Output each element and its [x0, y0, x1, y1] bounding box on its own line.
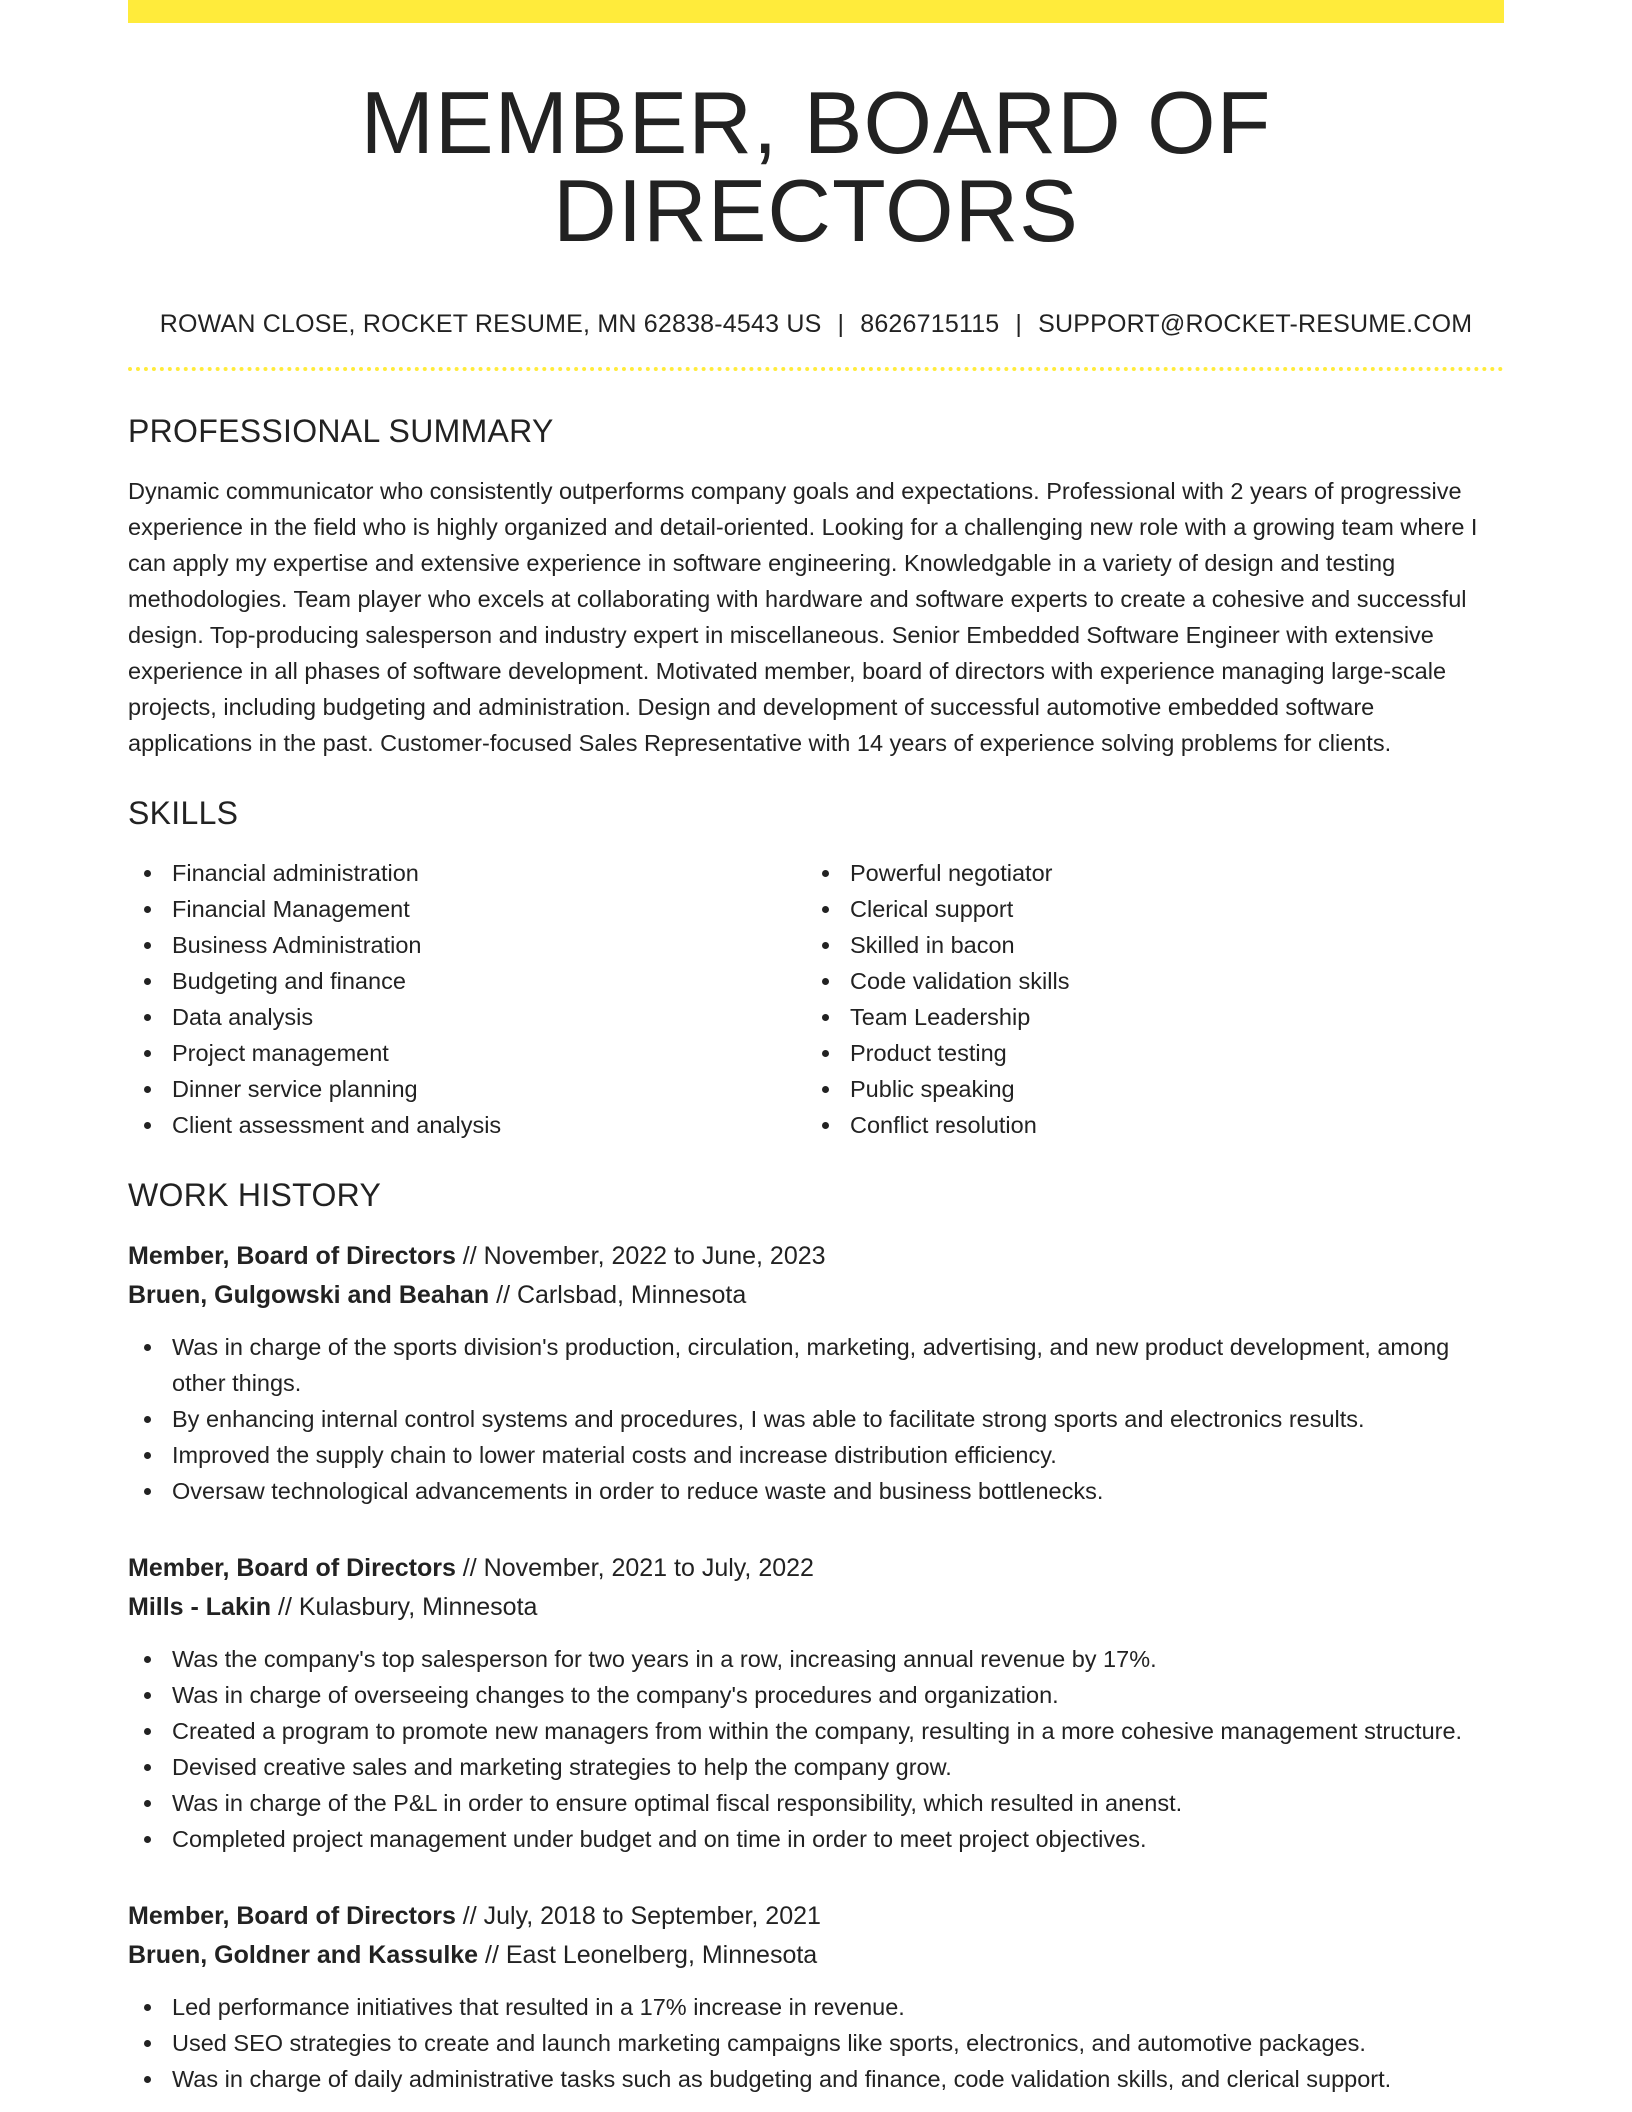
resume-page [128, 0, 1504, 2097]
job-bullets [128, 1989, 1504, 2097]
job-bullet: Improved the supply chain to lower material costs and increase distribution efficiency. [128, 1437, 1504, 1473]
job-entry [128, 1549, 1504, 1857]
summary-heading: PROFESSIONAL SUMMARY [128, 413, 554, 449]
job-location: // Kulasbury, Minnesota [271, 1593, 538, 1621]
skill-item: Financial administration [128, 855, 806, 891]
dotted-divider [128, 367, 1504, 371]
contact-address: ROWAN CLOSE, ROCKET RESUME, MN 62838-4543 US [159, 310, 822, 338]
contact-separator: | [1015, 310, 1023, 338]
skill-item: Powerful negotiator [806, 855, 1484, 891]
job-bullet: Was in charge of the P&L in order to ensure optimal fiscal responsibility, which resulted in anenst. [128, 1785, 1504, 1821]
job-location: // Carlsbad, Minnesota [489, 1281, 747, 1309]
job-company-line [128, 1588, 1504, 1627]
job-bullet: Completed project management under budget and on time in order to meet project objectives. [128, 1821, 1504, 1857]
job-dates: // July, 2018 to September, 2021 [455, 1902, 821, 1930]
skill-item: Budgeting and finance [128, 963, 806, 999]
job-title: Member, Board of Directors [128, 1902, 456, 1930]
skill-item: Client assessment and analysis [128, 1107, 806, 1143]
job-bullet: Oversaw technological advancements in order to reduce waste and business bottlenecks. [128, 1473, 1504, 1509]
skill-item: Project management [128, 1035, 806, 1071]
top-accent-bar [128, 0, 1504, 23]
job-bullet: Used SEO strategies to create and launch marketing campaigns like sports, electronics, and automotive packages. [128, 2025, 1504, 2061]
skill-item: Data analysis [128, 999, 806, 1035]
skills-column-left [128, 855, 806, 1143]
job-company: Bruen, Gulgowski and Beahan [128, 1281, 490, 1309]
skill-item: Code validation skills [806, 963, 1484, 999]
skills-column-right [806, 855, 1484, 1143]
job-bullets [128, 1329, 1504, 1509]
job-bullet: Was in charge of overseeing changes to the company's procedures and organization. [128, 1677, 1504, 1713]
contact-line [128, 310, 1504, 339]
job-title-line [128, 1549, 1504, 1588]
job-title-line [128, 1897, 1504, 1936]
job-title: Member, Board of Directors [128, 1242, 456, 1270]
job-location: // East Leonelberg, Minnesota [478, 1941, 818, 1969]
skill-item: Clerical support [806, 891, 1484, 927]
job-company: Mills - Lakin [128, 1593, 272, 1621]
skill-item: Financial Management [128, 891, 806, 927]
skill-item: Public speaking [806, 1071, 1484, 1107]
skill-item: Product testing [806, 1035, 1484, 1071]
job-bullet: Was in charge of daily administrative tasks such as budgeting and finance, code validation skills, and clerical support. [128, 2061, 1504, 2097]
summary-text: Dynamic communicator who consistently outperforms company goals and expectations. Professional with 2 years of progressive experience in the field who is highly organized and detail-oriented. Looking for a challenging new role with a growing team where I can apply my expertise and extensive experience in software engineering. Knowledgable in a variety of design and testing methodologies. Team player who excels at collaborating with hardware and software experts to create a cohesive and successful design. Top-producing salesperson and industry expert in miscellaneous. Senior Embedded Software Engineer with extensive experience in all phases of software development. Motivated member, board of directors with experience managing large-scale projects, including budgeting and administration. Design and development of successful automotive embedded software applications in the past. Customer-focused Sales Representative with 14 years of experience solving problems for clients. [128, 478, 1478, 756]
contact-phone: 8626715115 [860, 310, 1000, 338]
skill-item: Team Leadership [806, 999, 1484, 1035]
work-history-heading: WORK HISTORY [128, 1177, 382, 1213]
skill-item: Conflict resolution [806, 1107, 1484, 1143]
skill-item: Skilled in bacon [806, 927, 1484, 963]
job-title: Member, Board of Directors [128, 1554, 456, 1582]
contact-separator: | [837, 310, 845, 338]
job-bullet: Led performance initiatives that resulted in a 17% increase in revenue. [128, 1989, 1504, 2025]
skill-item: Dinner service planning [128, 1071, 806, 1107]
job-dates: // November, 2021 to July, 2022 [455, 1554, 814, 1582]
job-title-line [128, 1237, 1504, 1276]
job-bullet: Was the company's top salesperson for two years in a row, increasing annual revenue by 17%. [128, 1641, 1504, 1677]
job-entry [128, 1237, 1504, 1509]
skills-list [128, 855, 1504, 1143]
job-bullet: Was in charge of the sports division's production, circulation, marketing, advertising, and new product development, among other things. [128, 1329, 1504, 1401]
contact-email: SUPPORT@ROCKET-RESUME.COM [1038, 310, 1473, 338]
job-bullet: By enhancing internal control systems and procedures, I was able to facilitate strong sports and electronics results. [128, 1401, 1504, 1437]
job-company-line [128, 1276, 1504, 1315]
job-entry [128, 1897, 1504, 2097]
resume-name: MEMBER, BOARD OF DIRECTORS [360, 73, 1272, 260]
skill-item: Business Administration [128, 927, 806, 963]
job-company-line [128, 1936, 1504, 1975]
job-bullets [128, 1641, 1504, 1857]
job-dates: // November, 2022 to June, 2023 [455, 1242, 826, 1270]
skills-heading: SKILLS [128, 795, 239, 831]
job-company: Bruen, Goldner and Kassulke [128, 1941, 479, 1969]
job-bullet: Created a program to promote new managers from within the company, resulting in a more cohesive management structure. [128, 1713, 1504, 1749]
job-bullet: Devised creative sales and marketing strategies to help the company grow. [128, 1749, 1504, 1785]
